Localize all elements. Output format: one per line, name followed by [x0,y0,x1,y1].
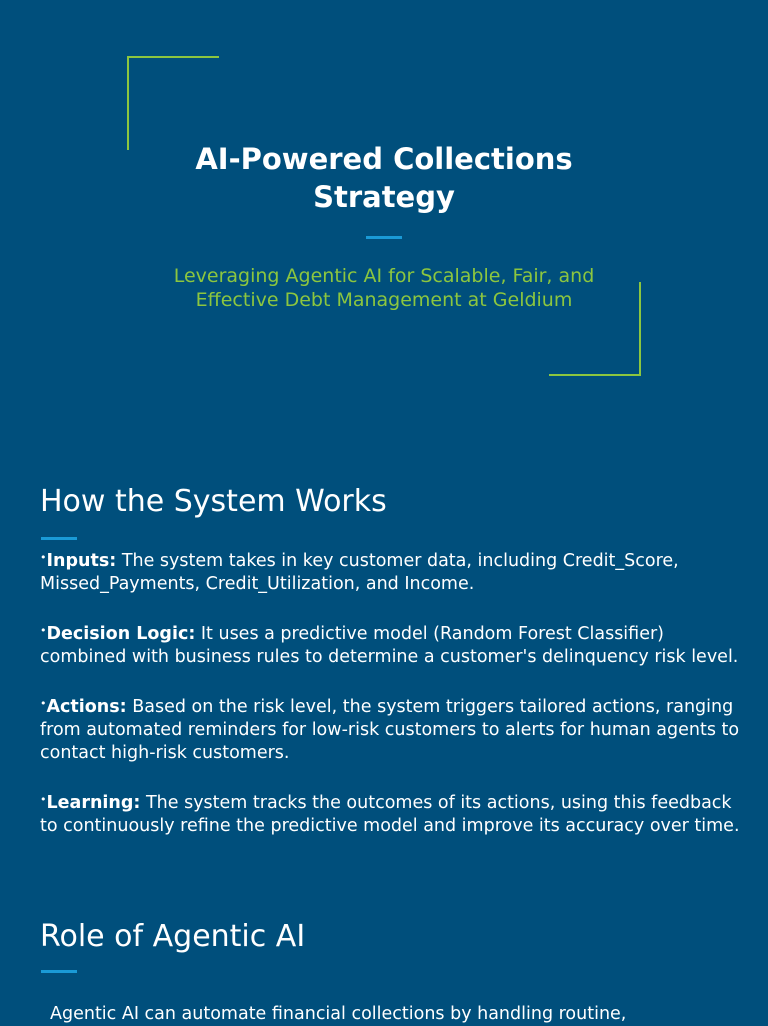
title-slide [0,0,768,420]
presentation-title [134,140,634,216]
bullet-text: It uses a predictive model (Random Forest Classifier) combined with business rules to determine a customer's delinquency risk level. [40,624,739,667]
bullet-actions [40,692,740,765]
heading-underline [41,970,77,973]
bullet-term: Actions: [46,697,127,717]
bullet-text: Based on the risk level, the system triggers tailored actions, ranging from automated reminders for low-risk customers to alerts for human agents to contact high-risk customers. [40,697,740,763]
title-line-1: AI-Powered Collections [195,142,573,176]
corner-accent-bottom-right-vertical [639,282,641,376]
bullet-term: Inputs: [46,551,117,571]
bullet-list [40,546,740,866]
section-heading: How the System Works [40,484,387,519]
heading-underline [41,537,77,540]
bullet-learning [40,788,740,838]
presentation-subtitle [134,264,634,312]
bullet-dot-icon: • [40,697,47,710]
bullet-term: Learning: [46,793,141,813]
corner-accent-top-left [127,56,219,58]
bullet-dot-icon: • [40,551,47,564]
section-heading: Role of Agentic AI [40,919,306,954]
bullet-decision-logic [40,619,740,669]
bullet-dot-icon: • [40,624,47,637]
subtitle-line-1: Leveraging Agentic AI for Scalable, Fair, and [173,265,595,287]
bullet-term: Decision Logic: [46,624,196,644]
title-underline [366,236,402,239]
role-description: Agentic AI can automate financial collections by handling routine, [50,1004,627,1024]
bullet-text: The system takes in key customer data, including Credit_Score, Missed_Payments, Credit_Utilization, and Income. [40,551,679,594]
bullet-dot-icon: • [40,793,47,806]
subtitle-line-2: Effective Debt Management at Geldium [195,289,573,311]
title-line-2: Strategy [313,180,455,214]
corner-accent-top-left-vertical [127,56,129,150]
bullet-inputs [40,546,740,596]
bullet-text: The system tracks the outcomes of its actions, using this feedback to continuously refine the predictive model and improve its accuracy over time. [40,793,740,836]
corner-accent-bottom-right [549,374,641,376]
